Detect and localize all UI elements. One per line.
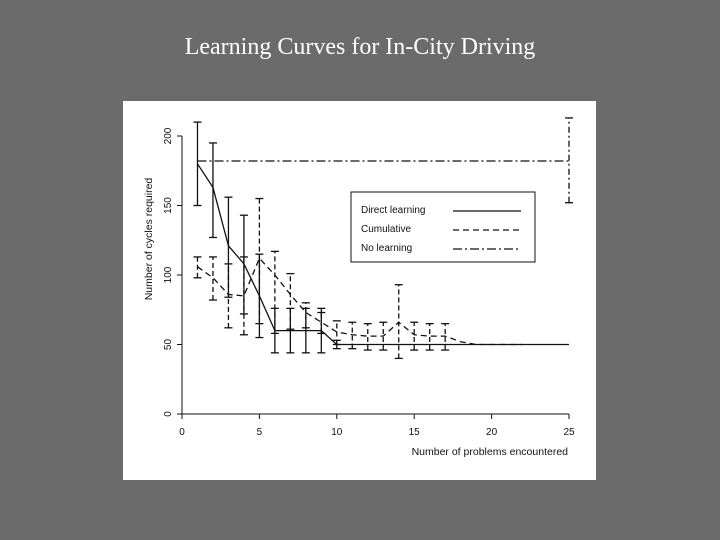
x-tick-label: 0 bbox=[179, 427, 185, 438]
x-tick-label: 25 bbox=[563, 427, 575, 438]
x-tick-label: 5 bbox=[256, 427, 263, 438]
x-tick-label: 20 bbox=[486, 427, 498, 438]
error-bar bbox=[302, 303, 310, 328]
chart-legend bbox=[351, 192, 535, 262]
y-tick-label: 0 bbox=[163, 411, 174, 417]
chart-axes bbox=[143, 127, 575, 458]
error-bar bbox=[193, 257, 201, 278]
x-tick-label: 15 bbox=[408, 427, 420, 438]
series-no-learning bbox=[197, 118, 573, 203]
error-bar bbox=[441, 324, 449, 350]
slide-title: Learning Curves for In-City Driving bbox=[184, 34, 536, 60]
error-bar bbox=[209, 143, 217, 238]
series-line bbox=[197, 258, 522, 344]
y-axis-label: Number of cycles required bbox=[143, 177, 155, 301]
error-bar bbox=[364, 324, 372, 350]
chart-figure bbox=[123, 101, 596, 480]
learning-curves-chart bbox=[123, 101, 596, 480]
y-tick-label: 150 bbox=[163, 197, 174, 214]
error-bar bbox=[286, 274, 294, 330]
error-bar bbox=[209, 257, 217, 300]
legend-label: Direct learning bbox=[361, 205, 426, 216]
error-bar bbox=[395, 285, 403, 359]
legend-label: Cumulative bbox=[361, 224, 412, 235]
y-tick-label: 50 bbox=[163, 338, 174, 351]
error-bar bbox=[193, 122, 201, 205]
error-bar bbox=[426, 324, 434, 350]
error-bar bbox=[565, 118, 573, 203]
error-bar bbox=[271, 251, 279, 333]
x-axis-label: Number of problems encountered bbox=[411, 446, 568, 458]
error-bar bbox=[224, 197, 232, 297]
x-tick-label: 10 bbox=[331, 427, 343, 438]
y-tick-label: 100 bbox=[163, 266, 174, 284]
error-bar bbox=[410, 322, 418, 350]
y-tick-label: 200 bbox=[163, 127, 174, 145]
legend-label: No learning bbox=[361, 243, 413, 254]
